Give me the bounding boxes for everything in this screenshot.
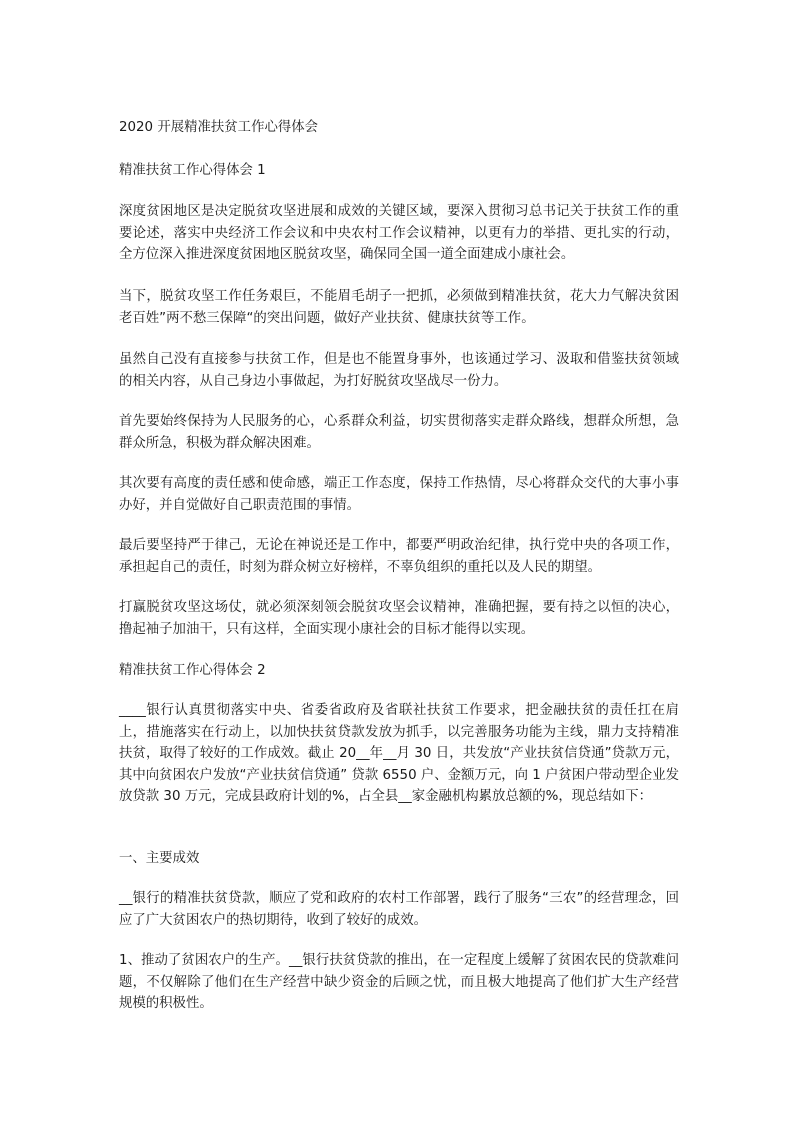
paragraph-5: 其次要有高度的责任感和使命感，端正工作态度，保持工作热情，尽心将群众交代的大事小事办好，并自觉做好自己职责范围的事情。 <box>119 476 679 513</box>
section-heading-2: 精准扶贫工作心得体会 2 <box>119 663 266 678</box>
section-heading-1: 精准扶贫工作心得体会 1 <box>119 163 266 178</box>
paragraph-6: 最后要坚持严于律己，无论在神说还是工作中，都要严明政治纪律，执行党中央的各项工作，承担起自己的责任，时刻为群众树立好榜样，不辜负组织的重托以及人民的期望。 <box>119 538 679 575</box>
paragraph-2: 当下，脱贫攻坚工作任务艰巨，不能眉毛胡子一把抓，必须做到精准扶贫，花大力气解决贫困老百姓”两不愁三保障“的突出问题，做好产业扶贫、健康扶贫等工作。 <box>119 289 679 326</box>
paragraph-4: 首先要始终保持为人民服务的心，心系群众利益，切实贯彻落实走群众路线，想群众所想，急群众所急，积极为群众解决困难。 <box>119 414 679 451</box>
paragraph-8: ____银行认真贯彻落实中央、省委省政府及省联社扶贫工作要求，把金融扶贫的责任扛在肩上，措施落实在行动上，以加快扶贫贷款发放为抓手，以完善服务功能为主线，鼎力支持精准扶贫，取得了较好的工作成效。截止 20__年__月 30 日，共发放“产业扶贫信贷通”贷款万元，其中向贫困农户发放“产业扶贫信贷通” 贷款 6550 户、金额万元，向 1 户贫困户带动型企业发放贷款 30 万元，完成县政府计划的%，占全县__家金融机构累放总额的%，现总结如下： <box>119 703 679 804</box>
document-title: 2020 开展精准扶贫工作心得体会 <box>119 120 319 135</box>
paragraph-10: 1、推动了贫困农户的生产。__银行扶贫贷款的推出，在一定程度上缓解了贫困农民的贷款难问题，不仅解除了他们在生产经营中缺少资金的后顾之忧，而且极大地提高了他们扩大生产经营规模的积极性。 <box>119 953 679 1011</box>
paragraph-7: 打赢脱贫攻坚这场仗，就必须深刻领会脱贫攻坚会议精神，准确把握，要有持之以恒的决心，撸起袖子加油干，只有这样，全面实现小康社会的目标才能得以实现。 <box>119 600 679 637</box>
paragraph-9: __银行的精准扶贫贷款，顺应了党和政府的农村工作部署，践行了服务“三农”的经营理念，回应了广大贫困农户的热切期待，收到了较好的成效。 <box>119 891 679 928</box>
paragraph-3: 虽然自己没有直接参与扶贫工作，但是也不能置身事外，也该通过学习、汲取和借鉴扶贫领域的相关内容，从自己身边小事做起，为打好脱贫攻坚战尽一份力。 <box>119 352 679 389</box>
section-subheading-1: 一、主要成效 <box>119 851 200 866</box>
paragraph-1: 深度贫困地区是决定脱贫攻坚进展和成效的关键区域，要深入贯彻习总书记关于扶贫工作的重要论述，落实中央经济工作会议和中央农村工作会议精神，以更有力的举措、更扎实的行动，全方位深入推进深度贫困地区脱贫攻坚，确保同全国一道全面建成小康社会。 <box>119 204 679 262</box>
